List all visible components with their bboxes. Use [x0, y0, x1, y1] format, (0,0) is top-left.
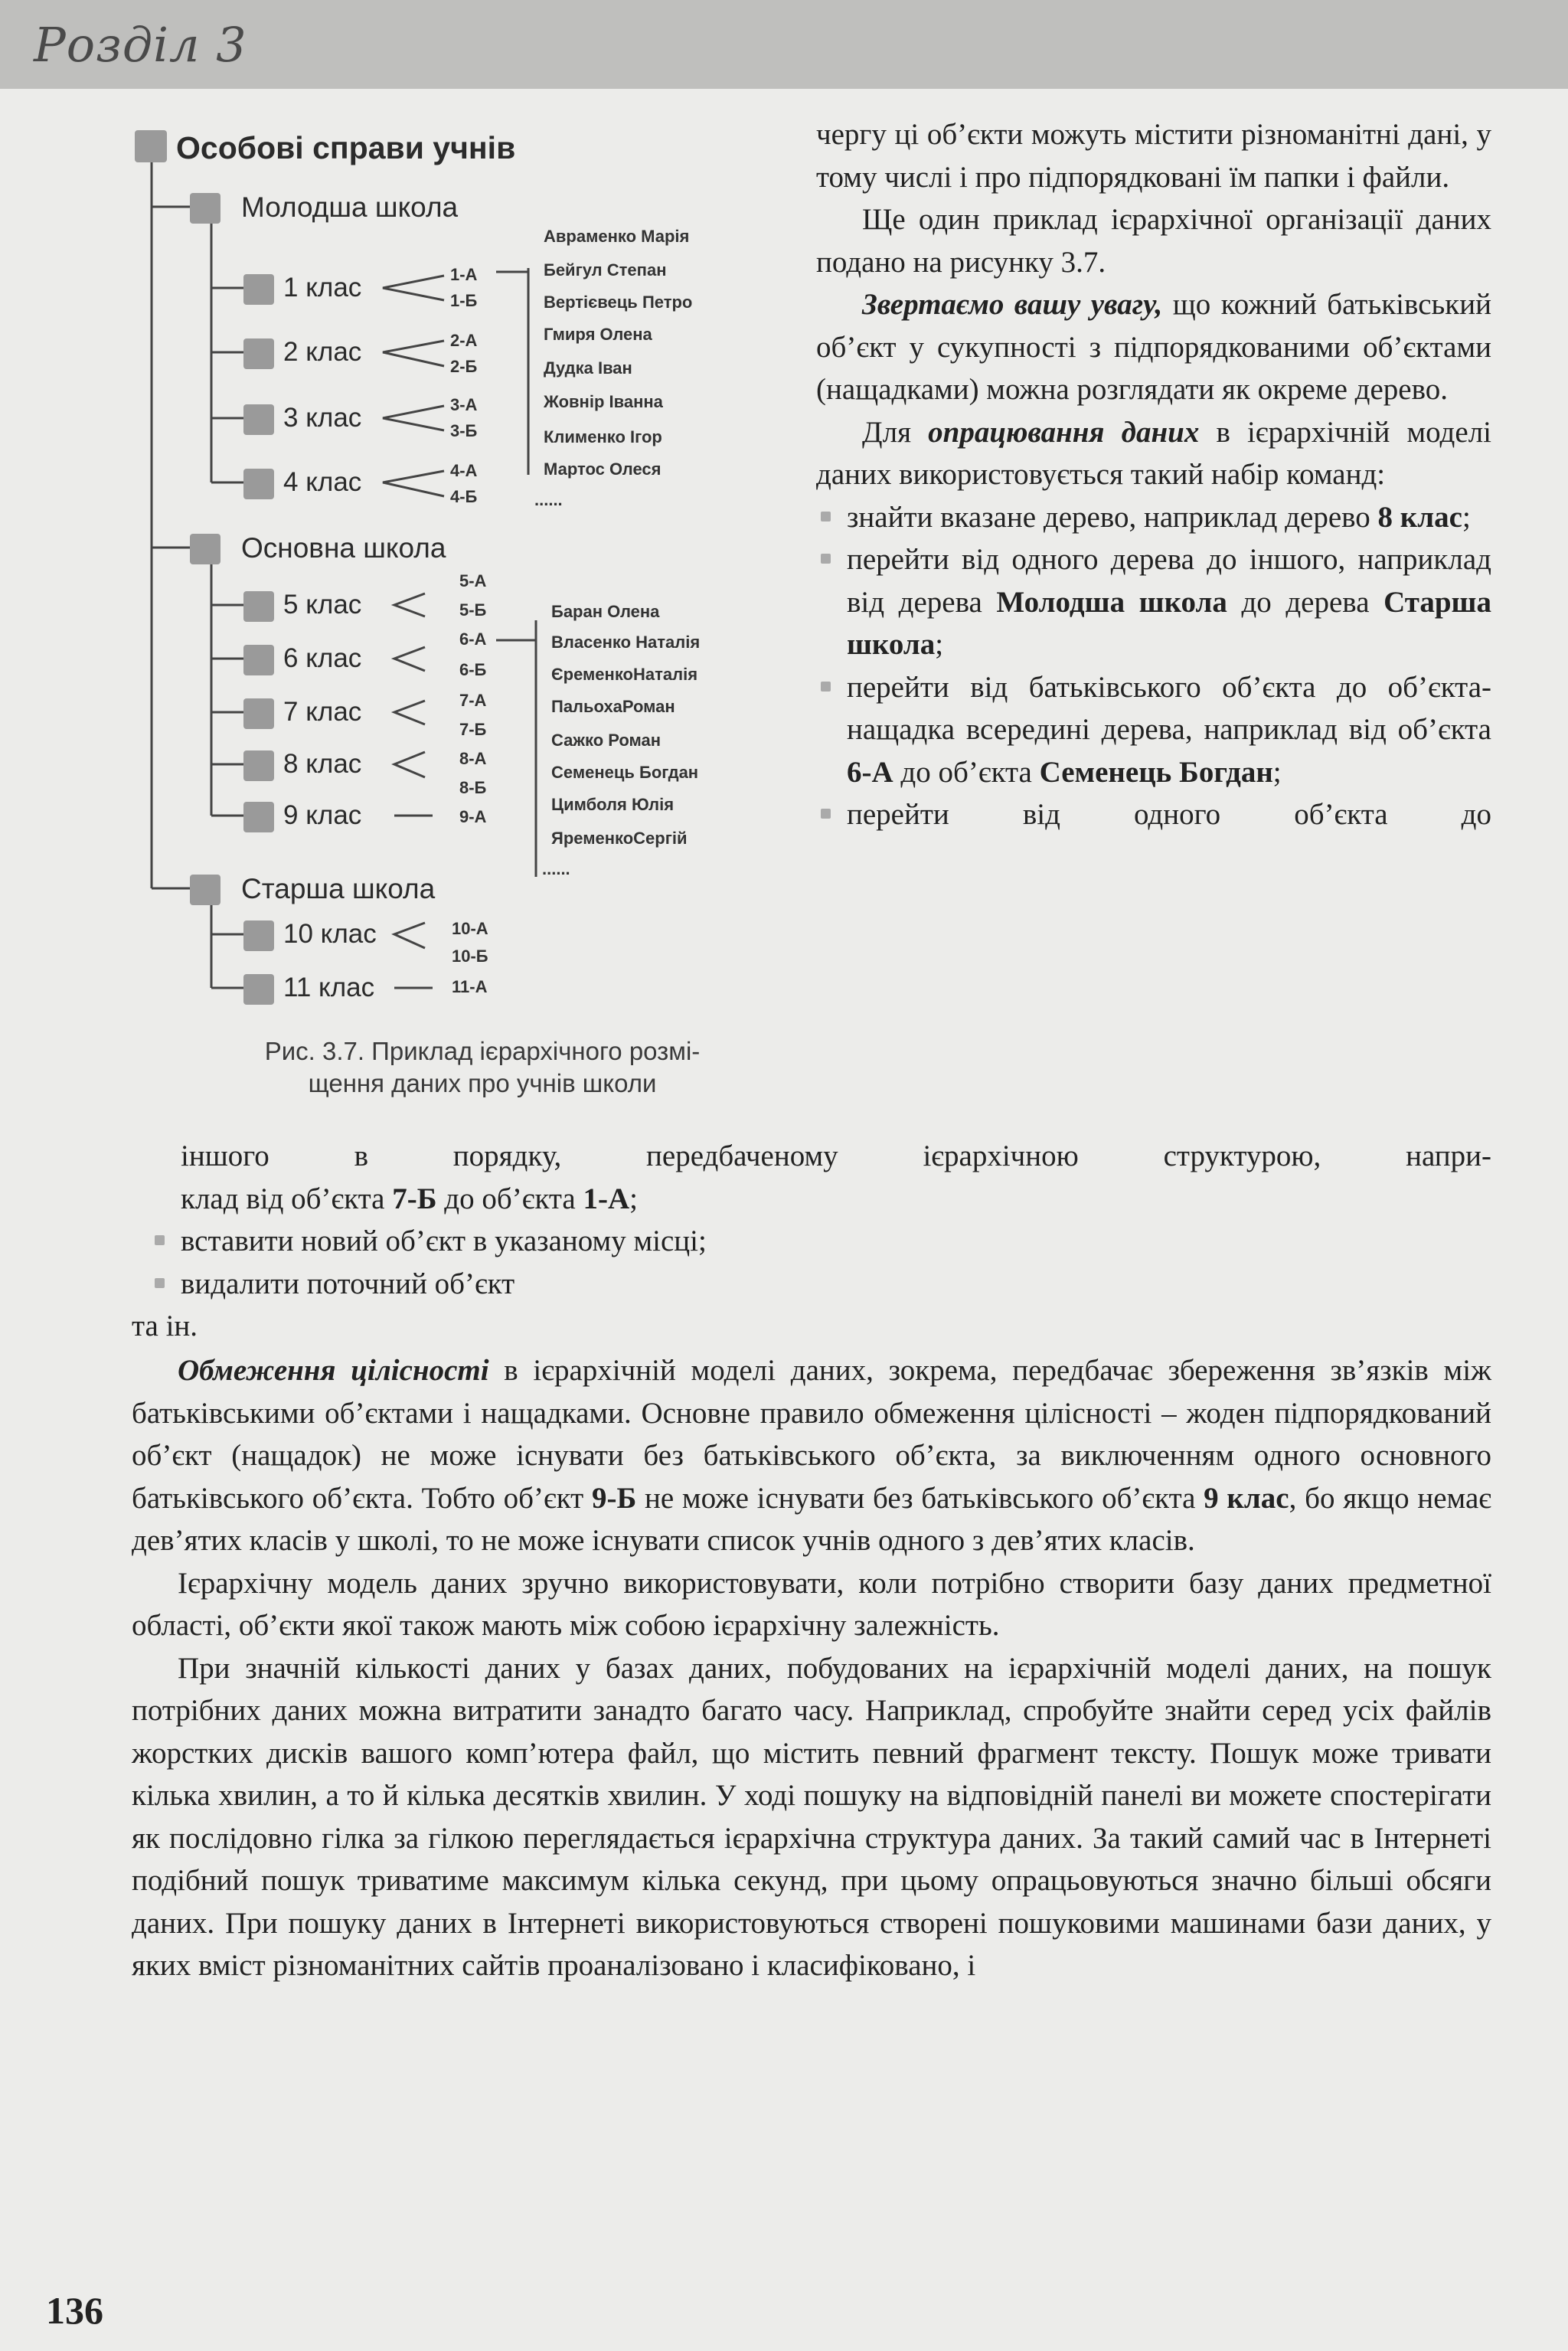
paragraph — [816, 283, 1491, 411]
text-run: перейти від одного дерева до іншого, наприклад від дерева — [847, 543, 1491, 619]
paragraph — [132, 1349, 1491, 1562]
right-column — [816, 113, 1491, 836]
student-label: Вертієвець Петро — [544, 293, 693, 312]
bold-term: Молодша школа — [996, 585, 1227, 619]
class-label: 7-А — [459, 691, 487, 710]
page-number: 136 — [46, 2289, 103, 2332]
grade-label: 10 клас — [283, 919, 377, 949]
text-run: в ієрархічній моделі даних, зокрема, передбачає збереження зв’язків між батьківськими об’єктами і нащадками. Основне правило обмеження цілісності – жоден підпорядкований об’єкт (нащадок) не може існувати без батьківського об’єкта, за виключенням одного основного батьківського об’єкта. Тобто об’єкт — [132, 1354, 1491, 1515]
text-run: ; — [629, 1182, 638, 1215]
etc-line: та ін. — [132, 1310, 198, 1342]
list-item — [816, 538, 1491, 666]
student-label: Мартос Олеся — [544, 459, 662, 479]
ellipsis: ...... — [542, 859, 570, 878]
bold-term: 6-А — [847, 755, 893, 789]
grade-label: 3 клас — [283, 403, 362, 433]
class-label: 1-Б — [450, 291, 478, 310]
bold-term: 9-Б — [591, 1481, 637, 1515]
paragraph: При значній кількості даних у базах даних, побудованих на ієрархічній моделі даних, на пошук потрібних даних можна витратити занадто багато часу. Наприклад, спробуйте знайти серед усіх файлів жорстких дисків вашого комп’ютера файл, що містить певний фрагмент тексту. Пошук може тривати кілька хвилин, а то й кілька десятків хвилин. У ході пошуку на відповідній панелі ви можете спостерігати як послідовно гілка за гілкою переглядається ієрархічна структура даних. За такий самий час в Інтернеті подібний пошук триватиме максимум кілька секунд, при цьому опрацьовуються значно більші обсяги даних. При пошуку даних в Інтернеті використовуються створені пошуковими машинами бази даних, у яких вміст різноманітних сайтів проаналізовано і класифіковано, і — [132, 1651, 1491, 1982]
ellipsis: ...... — [534, 490, 563, 509]
class-label: 10-А — [452, 919, 488, 938]
list-continuation — [181, 1135, 1491, 1220]
student-label: Авраменко Марія — [544, 227, 690, 246]
section-label: Розділ 3 — [34, 17, 247, 73]
student-label: ЯременкоСергій — [551, 829, 688, 848]
list-item: вставити новий об’єкт в указаному місці; — [150, 1220, 1491, 1263]
bold-term: 9 клас — [1204, 1481, 1289, 1515]
class-label: 6-Б — [459, 660, 487, 679]
grade-label: 8 клас — [283, 749, 362, 779]
bold-term: 1-А — [583, 1182, 630, 1215]
class-label: 5-А — [459, 571, 487, 590]
class-label: 4-А — [450, 461, 478, 480]
grade-label: 6 клас — [283, 643, 362, 673]
list-item — [816, 496, 1491, 539]
school-main-label: Основна школа — [241, 532, 446, 564]
student-label: Сажко Роман — [551, 731, 662, 750]
class-label: 5-Б — [459, 600, 487, 620]
class-label: 8-Б — [459, 778, 487, 797]
grade-label: 11 клас — [283, 973, 375, 1002]
student-label: Цимболя Юлія — [551, 795, 675, 814]
paragraph: Ієрархічну модель даних зручно використовувати, коли потрібно створити базу даних предметної області, об’єкти якої також мають між собою ієрархічну залежність. — [132, 1566, 1491, 1642]
class-label: 2-А — [450, 331, 478, 350]
text-run: в ієрархічній моделі даних використовується такий набір команд: — [816, 415, 1491, 491]
school-senior-label: Старша школа — [241, 873, 436, 904]
text-run: до дерева — [1227, 585, 1384, 619]
grade-label: 4 клас — [283, 467, 362, 497]
figure-caption — [153, 1035, 812, 1100]
class-label: 1-А — [450, 265, 478, 284]
paragraph — [816, 411, 1491, 496]
text-run: Для — [862, 415, 929, 449]
bold-term: 7-Б — [392, 1182, 437, 1215]
hierarchy-figure — [130, 123, 812, 1026]
student-label: Семенець Богдан — [551, 763, 699, 782]
tree-root-label: Особові справи учнів — [176, 130, 516, 165]
student-label: Дудка Іван — [544, 358, 632, 378]
class-label: 3-А — [450, 395, 478, 414]
bold-term: Семенець Богдан — [1039, 755, 1273, 789]
emphasis: опрацювання даних — [928, 415, 1200, 449]
class-label: 10-Б — [452, 947, 488, 966]
text-run: ; — [1272, 755, 1282, 789]
text-run: ; — [935, 628, 944, 661]
grade-label: 2 клас — [283, 337, 362, 367]
student-label: Баран Олена — [551, 602, 660, 621]
text-line — [181, 1178, 1491, 1221]
paragraph: Ще один приклад ієрархічної організації даних подано на рисунку 3.7. — [816, 203, 1491, 279]
school-junior-label: Молодша школа — [241, 191, 459, 223]
class-label: 11-А — [452, 977, 488, 996]
paragraph: чергу ці об’єкти можуть містити різноманітні дані, у тому числі і про підпорядковані їм папки і файли. — [816, 118, 1491, 194]
class-label: 4-Б — [450, 487, 478, 506]
grade-label: 9 клас — [283, 800, 362, 830]
text-run: що кожний батьківський об’єкт у сукупності з підпорядкованими об’єктами (нащадками) можна розглядати як окреме дерево. — [816, 288, 1491, 406]
class-label: 8-А — [459, 749, 487, 768]
text-run: не може існувати без батьківського об’єкта — [636, 1481, 1204, 1515]
student-label: Власенко Наталія — [551, 633, 701, 652]
text-line: іншого в порядку, передбаченому ієрархічною структурою, напри- — [181, 1140, 1491, 1172]
student-label: Клименко Ігор — [544, 427, 662, 446]
text-run: знайти вказане дерево, наприклад дерево — [847, 500, 1378, 534]
text-run: ; — [1462, 500, 1471, 534]
list-item — [816, 793, 1491, 836]
text-run: перейти від батьківського об’єкта до об’єкта-нащадка всередині дерева, наприклад від об’єкта — [847, 670, 1491, 746]
text-run: до об’єкта — [893, 755, 1040, 789]
student-label: Бейгул Степан — [544, 260, 667, 280]
class-label: 2-Б — [450, 357, 478, 376]
class-label: 6-А — [459, 629, 487, 649]
text-run: , бо якщо немає дев’ятих класів у школі, то не може існувати список учнів одного з дев’ятих класів. — [132, 1481, 1492, 1557]
student-label: Жовнір Іванна — [544, 392, 663, 411]
extra-bullets — [150, 1220, 1491, 1305]
list-item — [816, 666, 1491, 794]
class-label: 3-Б — [450, 421, 478, 440]
class-label: 7-Б — [459, 720, 487, 739]
text-run: до об’єкта — [436, 1182, 583, 1215]
grade-label: 7 клас — [283, 697, 362, 727]
text-run: клад від об’єкта — [181, 1182, 393, 1215]
grade-label: 1 клас — [283, 273, 362, 302]
emphasis: Обмеження цілісності — [178, 1354, 489, 1387]
caption-line: щення даних про учнів школи — [308, 1069, 657, 1097]
bold-term: 8 клас — [1377, 500, 1462, 534]
full-width-text — [132, 1349, 1491, 1987]
list-item: видалити поточний об’єкт — [150, 1263, 1491, 1306]
emphasis: Звертаємо вашу увагу, — [862, 288, 1163, 321]
caption-line: Рис. 3.7. Приклад ієрархічного розмі- — [264, 1037, 701, 1065]
student-label: ПальохаРоман — [551, 697, 675, 716]
student-label: Гмиря Олена — [544, 325, 652, 344]
text-run: перейти від одного об’єкта до — [847, 798, 1491, 831]
grade-label: 5 клас — [283, 590, 362, 620]
bold-term: Старша школа — [847, 585, 1491, 661]
class-label: 9-А — [459, 807, 487, 826]
student-label: ЄременкоНаталія — [551, 665, 698, 684]
